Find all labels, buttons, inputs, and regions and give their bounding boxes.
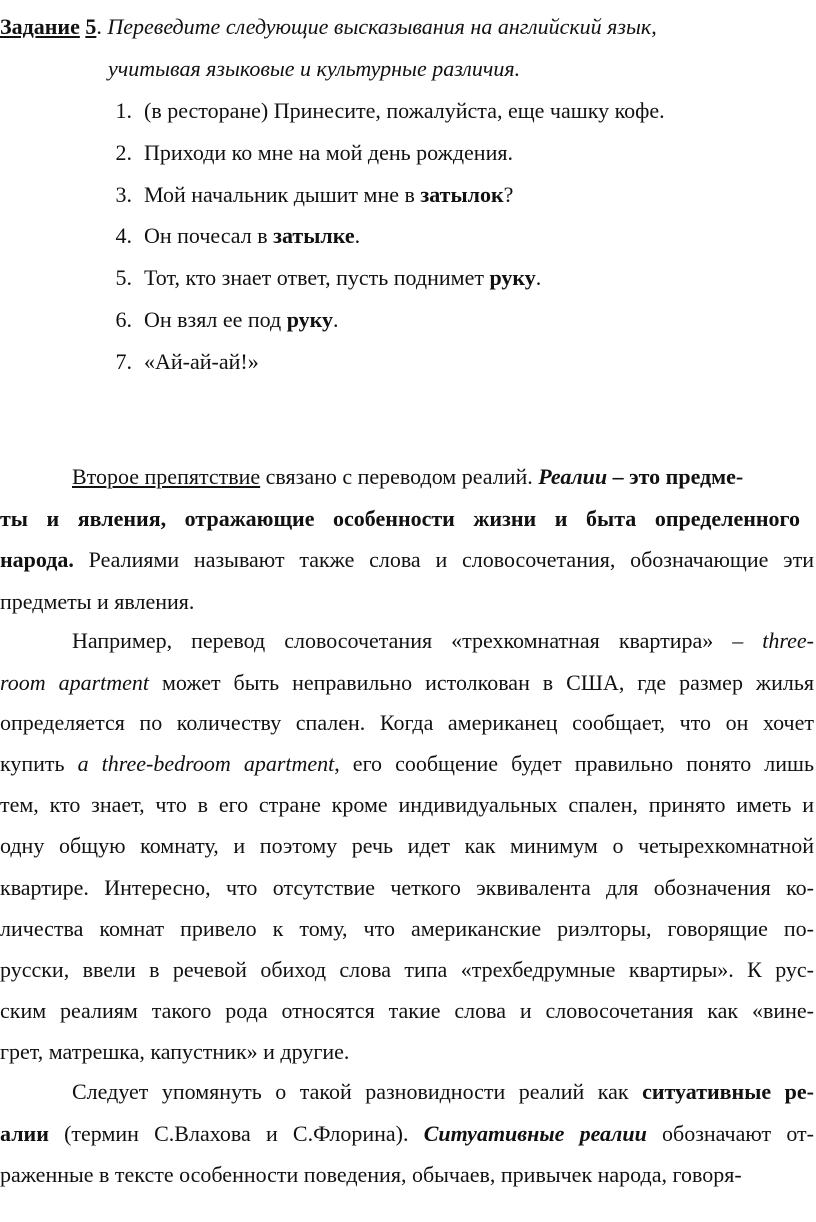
task-item-number: 6. xyxy=(115,307,132,332)
para2-text-4b: , его сообщение будет правильно понято лишь xyxy=(334,751,814,776)
para2-english-term-1a: three- xyxy=(762,628,814,653)
task-item-text xyxy=(144,263,541,293)
para2-text-4a: купить xyxy=(0,751,78,776)
para2-line5: тем, кто знает, что в его стране кроме индивидуальных спален, принято иметь и xyxy=(0,792,814,817)
task-item-text xyxy=(144,138,513,168)
task-item-text-post: . xyxy=(535,265,542,290)
task-item-text-pre: (в ресторане) Принесите, пожалуйста, еще чашку кофе. xyxy=(144,98,665,123)
task-item-number: 5. xyxy=(115,265,132,290)
task-number: 5 xyxy=(85,14,97,39)
task-heading xyxy=(0,12,657,42)
para2-line8: личества комнат привело к тому, что американские риэлторы, говорящие по- xyxy=(0,916,814,941)
task-item-text xyxy=(144,180,513,210)
para2-text-2: может быть неправильно истолкован в США, где размер жилья xyxy=(149,670,814,695)
task-item-number: 2. xyxy=(115,140,132,165)
task-item-text-pre: Приходи ко мне на мой день рождения. xyxy=(144,140,513,165)
para3-text-2: (термин С.Влахова и С.Флорина). xyxy=(48,1121,424,1146)
para1-underlined-phrase: Второе препятствие xyxy=(72,464,261,489)
task-item-text xyxy=(144,347,259,377)
para2-line3: определяется по количеству спален. Когда американец сообщает, что он хочет xyxy=(0,710,814,735)
para2-line4 xyxy=(0,749,814,779)
para1-definition-end: народа. xyxy=(0,547,74,572)
task-item-text-pre: Мой начальник дышит мне в xyxy=(144,182,421,207)
task-item-number: 4. xyxy=(115,223,132,248)
para3-text-3: обозначают от- xyxy=(646,1121,814,1146)
task-item-text xyxy=(144,305,339,335)
task-item-keyword: затылок xyxy=(420,182,504,207)
para2-english-term-1b: room apartment xyxy=(0,670,150,695)
para3-term-start: ситуативные ре- xyxy=(642,1079,814,1104)
task-instruction-comma: , xyxy=(651,14,657,39)
task-item-number: 3. xyxy=(115,182,132,207)
para1-definition-start: – это предме- xyxy=(607,464,744,489)
task-item-keyword: руку xyxy=(286,307,334,332)
para1-line4: предметы и явления. xyxy=(0,589,195,614)
task-separator: . xyxy=(96,14,108,39)
task-item-keyword: затылке xyxy=(273,223,355,248)
task-item-text-post: ? xyxy=(503,182,514,207)
para3-term-2: Ситуативные реалии xyxy=(423,1121,647,1146)
para2-line10: ским реалиям такого рода относятся такие слова и словосочетания как «вине- xyxy=(0,998,814,1023)
task-item-text-pre: «Ай-ай-ай!» xyxy=(144,349,259,374)
para2-line7: квартире. Интересно, что отсутствие четкого эквивалента для обозначения ко- xyxy=(0,875,814,900)
para1-line2: ты и явления, отражающие особенности жизни и быта определенного xyxy=(0,506,800,531)
task-instruction-line2: учитывая языковые и культурные различия. xyxy=(108,56,521,81)
para2-line9: русски, ввели в речевой обиход слова типа «трехбедрумные квартиры». К рус- xyxy=(0,957,814,982)
task-item-number: 7. xyxy=(115,349,132,374)
para1-text-2: Реалиями называют также слова и словосочетания, обозначающие эти xyxy=(73,547,814,572)
para1-line1 xyxy=(72,462,743,492)
para2-text-1: Например, перевод словосочетания «трехкомнатная квартира» – xyxy=(72,628,763,653)
task-item-text-pre: Тот, кто знает ответ, пусть поднимет xyxy=(144,265,490,290)
para1-term: Реалии xyxy=(538,464,608,489)
para3-line2 xyxy=(0,1119,814,1149)
task-instruction-line1: Переведите следующие высказывания на английский язык xyxy=(107,14,652,39)
para1-text: связано с переводом реалий. xyxy=(260,464,539,489)
task-item-keyword: руку xyxy=(489,265,536,290)
para2-line6: одну общую комнату, и поэтому речь идет как минимум о четырехкомнатной xyxy=(0,833,814,858)
task-item-text-pre: Он почесал в xyxy=(144,223,274,248)
task-item-text xyxy=(144,96,665,126)
task-item-text-post: . xyxy=(354,223,361,248)
para2-line2 xyxy=(0,668,814,698)
para1-line3 xyxy=(0,545,814,575)
para3-line1 xyxy=(72,1077,814,1107)
para2-line1 xyxy=(72,626,814,656)
task-item-number: 1. xyxy=(115,98,132,123)
task-label: Задание xyxy=(0,14,80,39)
para2-line11: грет, матрешка, капустник» и другие. xyxy=(0,1039,350,1064)
para3-text-1: Следует упомянуть о такой разновидности реалий как xyxy=(72,1079,643,1104)
task-item-text xyxy=(144,221,360,251)
para3-term-end: алии xyxy=(0,1121,49,1146)
task-item-text-pre: Он взял ее под xyxy=(144,307,287,332)
para2-english-term-2: a three-bedroom apartment xyxy=(77,751,335,776)
task-item-text-post: . xyxy=(333,307,339,332)
para3-line3: раженные в тексте особенности поведения, обычаев, привычек народа, говоря- xyxy=(0,1162,742,1187)
